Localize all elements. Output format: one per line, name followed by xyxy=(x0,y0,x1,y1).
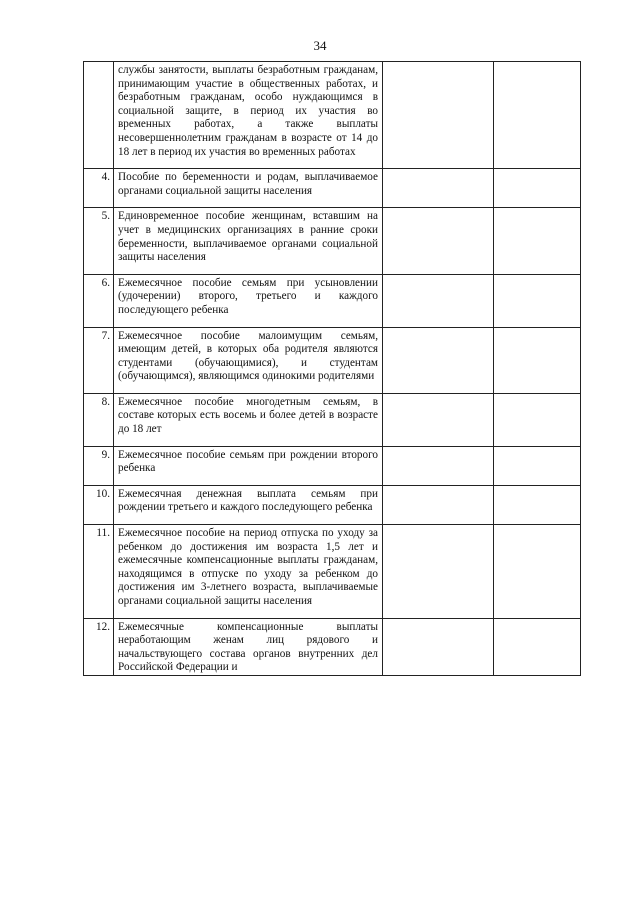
table-row xyxy=(84,208,581,274)
table-row xyxy=(84,446,581,485)
row-number: 12. xyxy=(84,618,114,675)
empty-cell xyxy=(383,393,494,446)
empty-cell xyxy=(494,618,581,675)
empty-cell xyxy=(383,525,494,619)
table-row xyxy=(84,393,581,446)
empty-cell xyxy=(494,446,581,485)
row-number: 4. xyxy=(84,169,114,208)
table-row xyxy=(84,169,581,208)
row-description: Пособие по беременности и родам, выплачиваемое органами социальной защиты населения xyxy=(114,169,383,208)
empty-cell xyxy=(494,327,581,393)
empty-cell xyxy=(383,208,494,274)
table-row xyxy=(84,327,581,393)
table-row xyxy=(84,274,581,327)
row-number: 8. xyxy=(84,393,114,446)
empty-cell xyxy=(494,393,581,446)
empty-cell xyxy=(494,208,581,274)
row-number: 9. xyxy=(84,446,114,485)
row-description: Ежемесячное пособие семьям при рождении второго ребенка xyxy=(114,446,383,485)
row-number: 5. xyxy=(84,208,114,274)
benefits-table xyxy=(83,61,581,676)
row-number: 7. xyxy=(84,327,114,393)
empty-cell xyxy=(383,485,494,524)
row-description: Ежемесячное пособие на период отпуска по уходу за ребенком до достижения им возраста 1,5 лет и ежемесячные компенсационные выплаты гражданам, находящимся в отпуске по уходу за ребенком до достижения им 3-летнего возраста, выплачиваемые органами социальной защиты населения xyxy=(114,525,383,619)
row-description: Ежемесячное пособие многодетным семьям, в составе которых есть восемь и более детей в возрасте до 18 лет xyxy=(114,393,383,446)
row-description: Ежемесячная денежная выплата семьям при рождении третьего и каждого последующего ребенка xyxy=(114,485,383,524)
empty-cell xyxy=(494,169,581,208)
table-row xyxy=(84,485,581,524)
table-row xyxy=(84,62,581,169)
row-number: 11. xyxy=(84,525,114,619)
empty-cell xyxy=(494,274,581,327)
page-number: 34 xyxy=(313,38,327,53)
empty-cell xyxy=(494,525,581,619)
empty-cell xyxy=(383,618,494,675)
empty-cell xyxy=(383,446,494,485)
empty-cell xyxy=(494,62,581,169)
row-description: Ежемесячное пособие семьям при усыновлении (удочерении) второго, третьего и каждого последующего ребенка xyxy=(114,274,383,327)
empty-cell xyxy=(383,274,494,327)
empty-cell xyxy=(383,62,494,169)
row-number xyxy=(84,62,114,169)
empty-cell xyxy=(383,169,494,208)
row-description: Ежемесячные компенсационные выплаты неработающим женам лиц рядового и начальствующего состава органов внутренних дел Российской Федерации и xyxy=(114,618,383,675)
empty-cell xyxy=(383,327,494,393)
row-description: Единовременное пособие женщинам, вставшим на учет в медицинских организациях в ранние сроки беременности, выплачиваемое органами социальной защиты населения xyxy=(114,208,383,274)
table-row xyxy=(84,618,581,675)
row-number: 6. xyxy=(84,274,114,327)
table-row xyxy=(84,525,581,619)
row-number: 10. xyxy=(84,485,114,524)
empty-cell xyxy=(494,485,581,524)
row-description: службы занятости, выплаты безработным гражданам, принимающим участие в общественных работах, и безработным гражданам, особо нуждающимся в социальной защите, в период их участия во временных работах, а также выплаты несовершеннолетним гражданам в возрасте от 14 до 18 лет в период их участия во временных работах xyxy=(114,62,383,169)
row-description: Ежемесячное пособие малоимущим семьям, имеющим детей, в которых оба родителя являются студентами (обучающимися), и студентам (обучающимся), являющимся одинокими родителями xyxy=(114,327,383,393)
